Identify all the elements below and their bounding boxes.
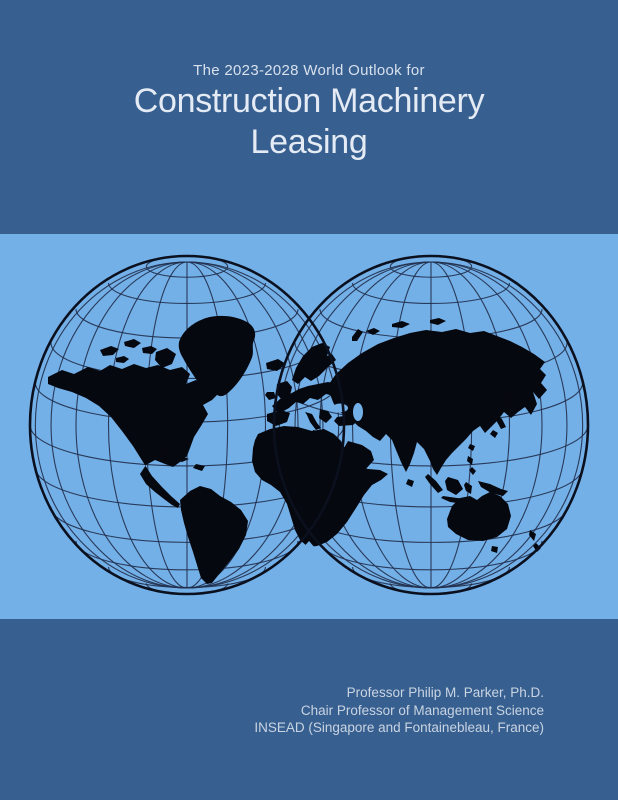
book-title-line-2: Leasing: [250, 123, 368, 161]
book-title: [0, 81, 618, 163]
map-band: [0, 234, 618, 619]
author-name: Professor Philip M. Parker, Ph.D.: [346, 685, 544, 700]
world-map-illustration: [0, 234, 618, 619]
series-line: The 2023-2028 World Outlook for: [193, 62, 425, 79]
author-title: Chair Professor of Management Science: [300, 702, 544, 718]
author-affiliation: INSEAD (Singapore and Fontainebleau, France): [254, 720, 544, 735]
book-title-line-1: Construction Machinery: [133, 82, 485, 120]
author-block: [254, 684, 544, 737]
